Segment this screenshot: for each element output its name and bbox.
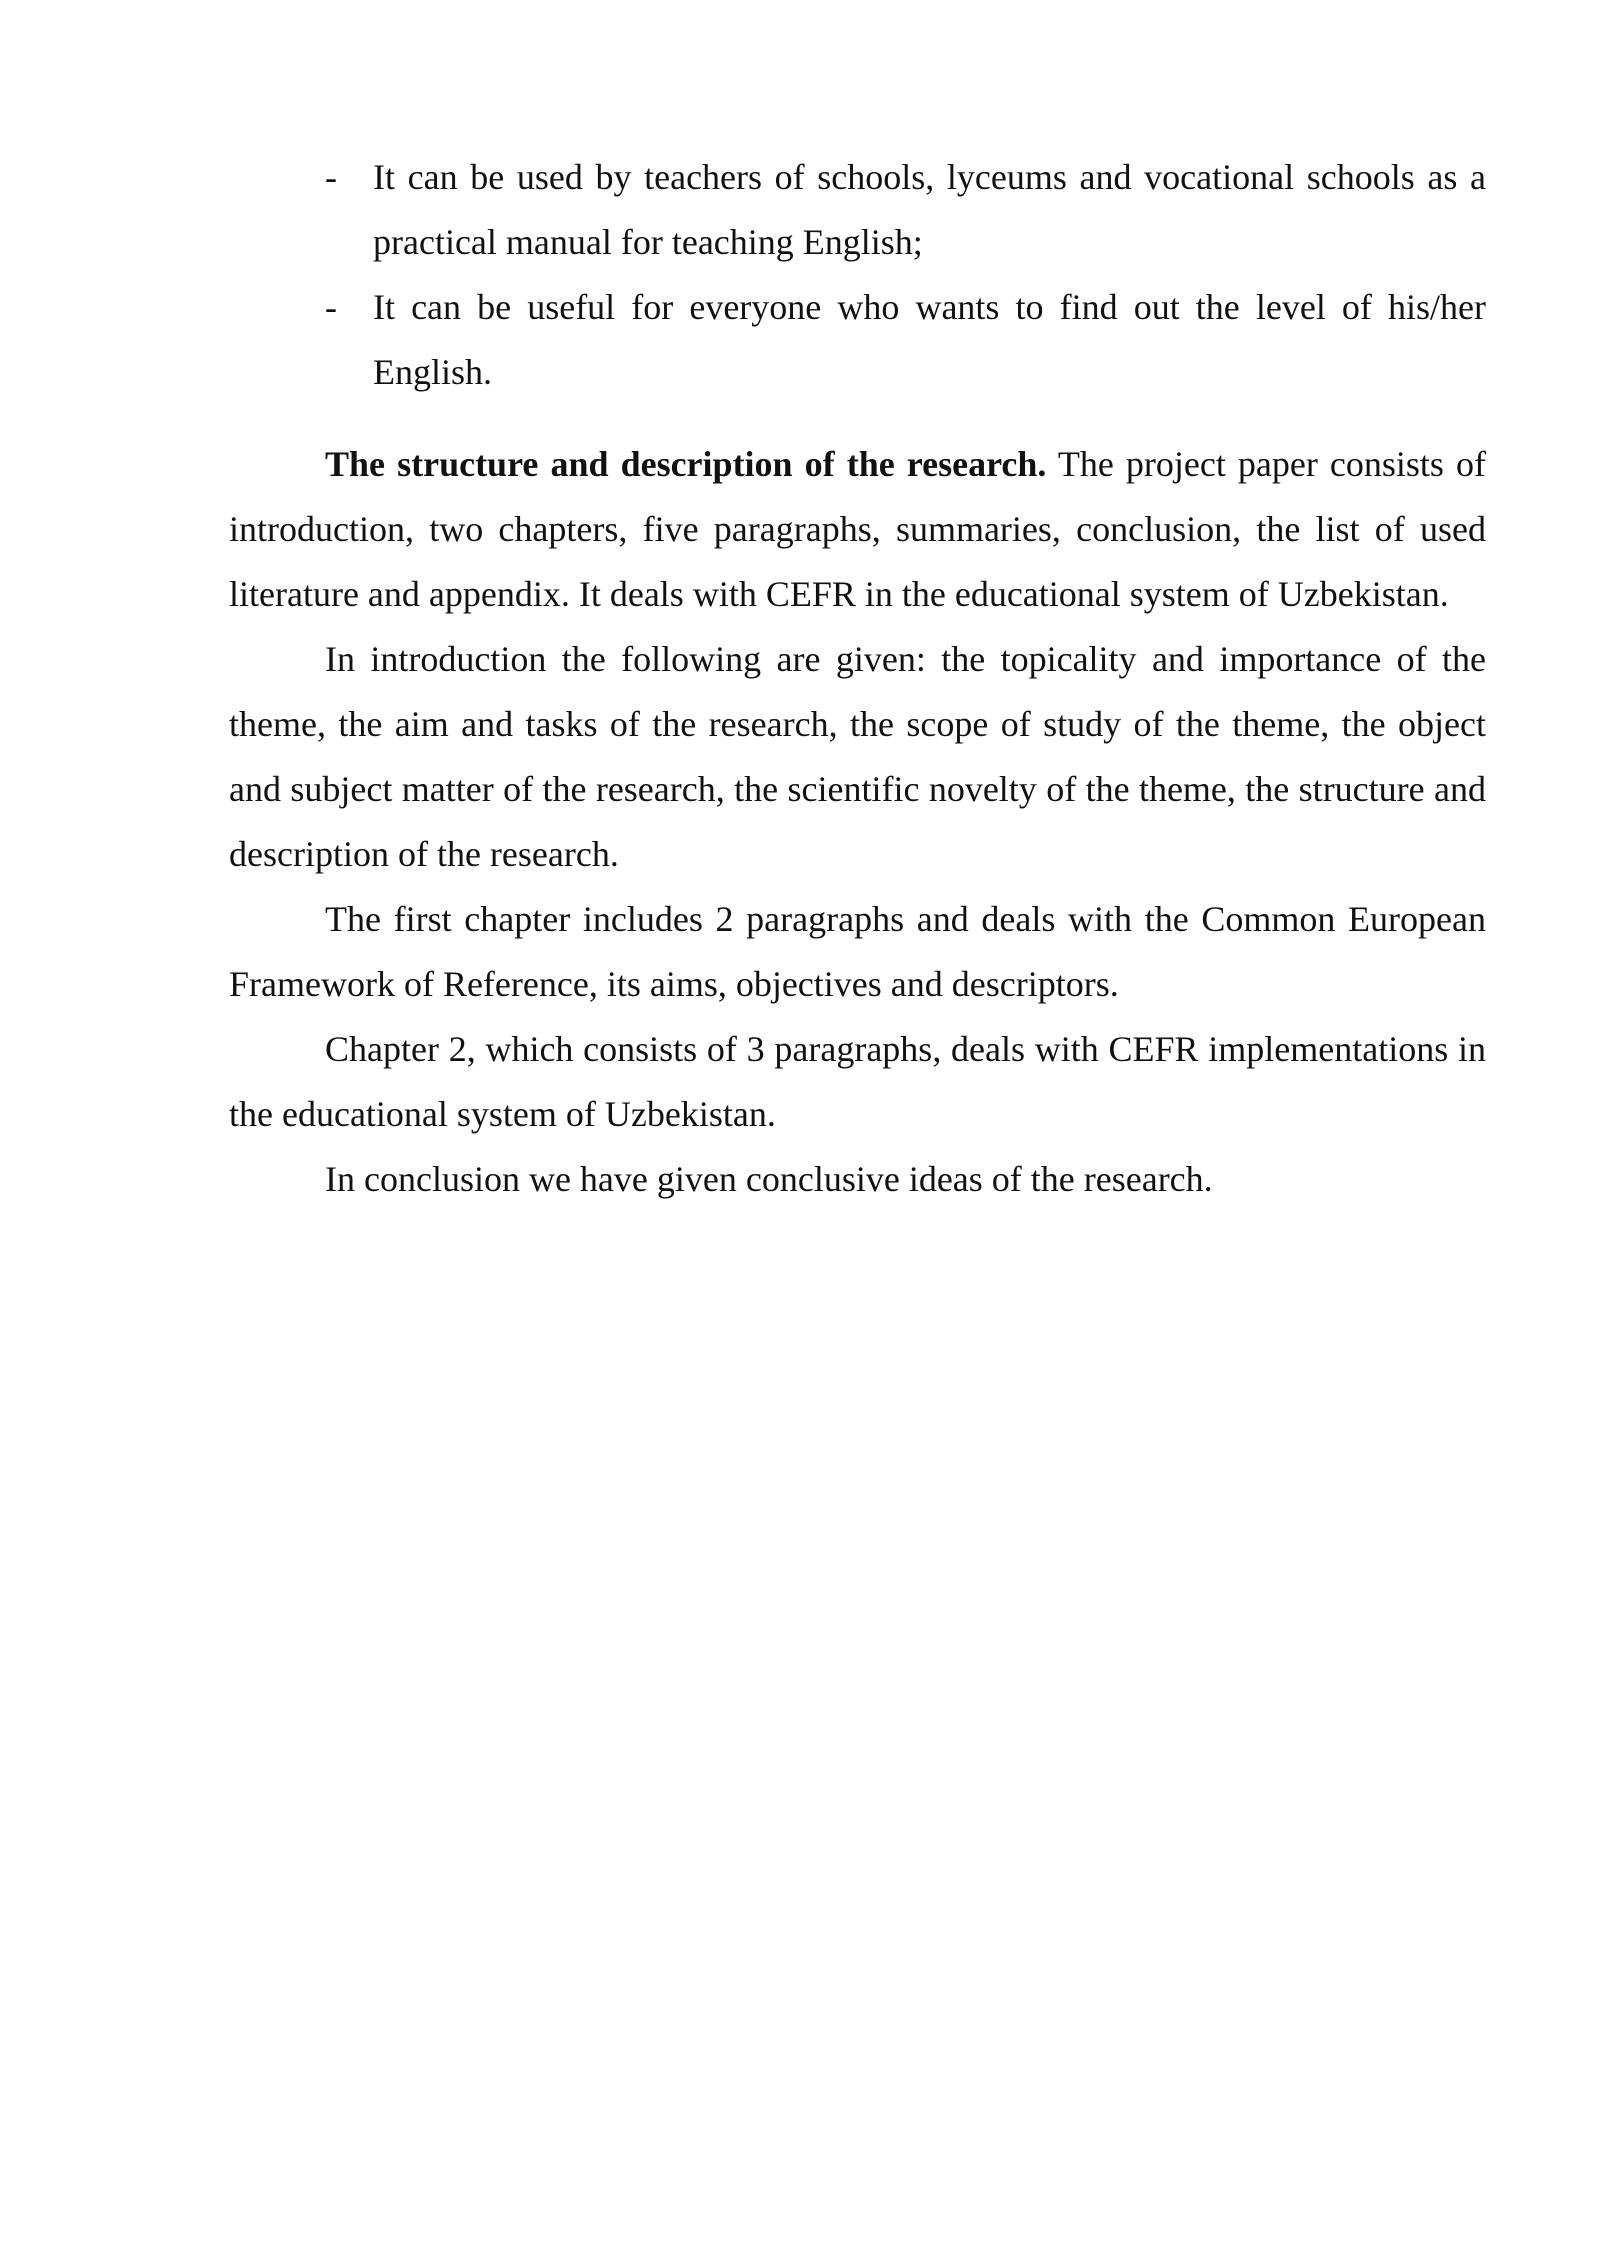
page-content <box>229 145 1486 1212</box>
conclusion-paragraph: In conclusion we have given conclusive ideas of the research. <box>325 1159 1213 1199</box>
structure-heading: The structure and description of the research. <box>325 444 1047 484</box>
bullet-text: It can be useful for everyone who wants to find out the level of his/her English. <box>373 287 1486 392</box>
structure-text: The project paper consists of introduction, two chapters, five paragraphs, summaries, conclusion, the list of used literature and appendix. It deals with CEFR in the educational system of Uzbekistan. <box>229 444 1486 614</box>
bullet-text: It can be used by teachers of schools, lyceums and vocational schools as a practical manual for teaching English; <box>373 157 1486 262</box>
introduction-paragraph: In introduction the following are given: the topicality and importance of the theme, the aim and tasks of the research, the scope of study of the theme, the object and subject matter of the research, the scientific novelty of the theme, the structure and description of the research. <box>229 639 1486 874</box>
bullet-dash: - <box>325 287 337 327</box>
first-chapter-paragraph: The first chapter includes 2 paragraphs and deals with the Common European Framework of Reference, its aims, objectives and descriptors. <box>229 899 1486 1004</box>
bullet-dash: - <box>325 157 337 197</box>
usage-bullet-list <box>229 145 1486 405</box>
second-chapter-paragraph: Chapter 2, which consists of 3 paragraphs, deals with CEFR implementations in the educational system of Uzbekistan. <box>229 1029 1486 1134</box>
bullet-item <box>229 275 1486 405</box>
bullet-item <box>229 145 1486 275</box>
structure-paragraph <box>229 432 1486 627</box>
